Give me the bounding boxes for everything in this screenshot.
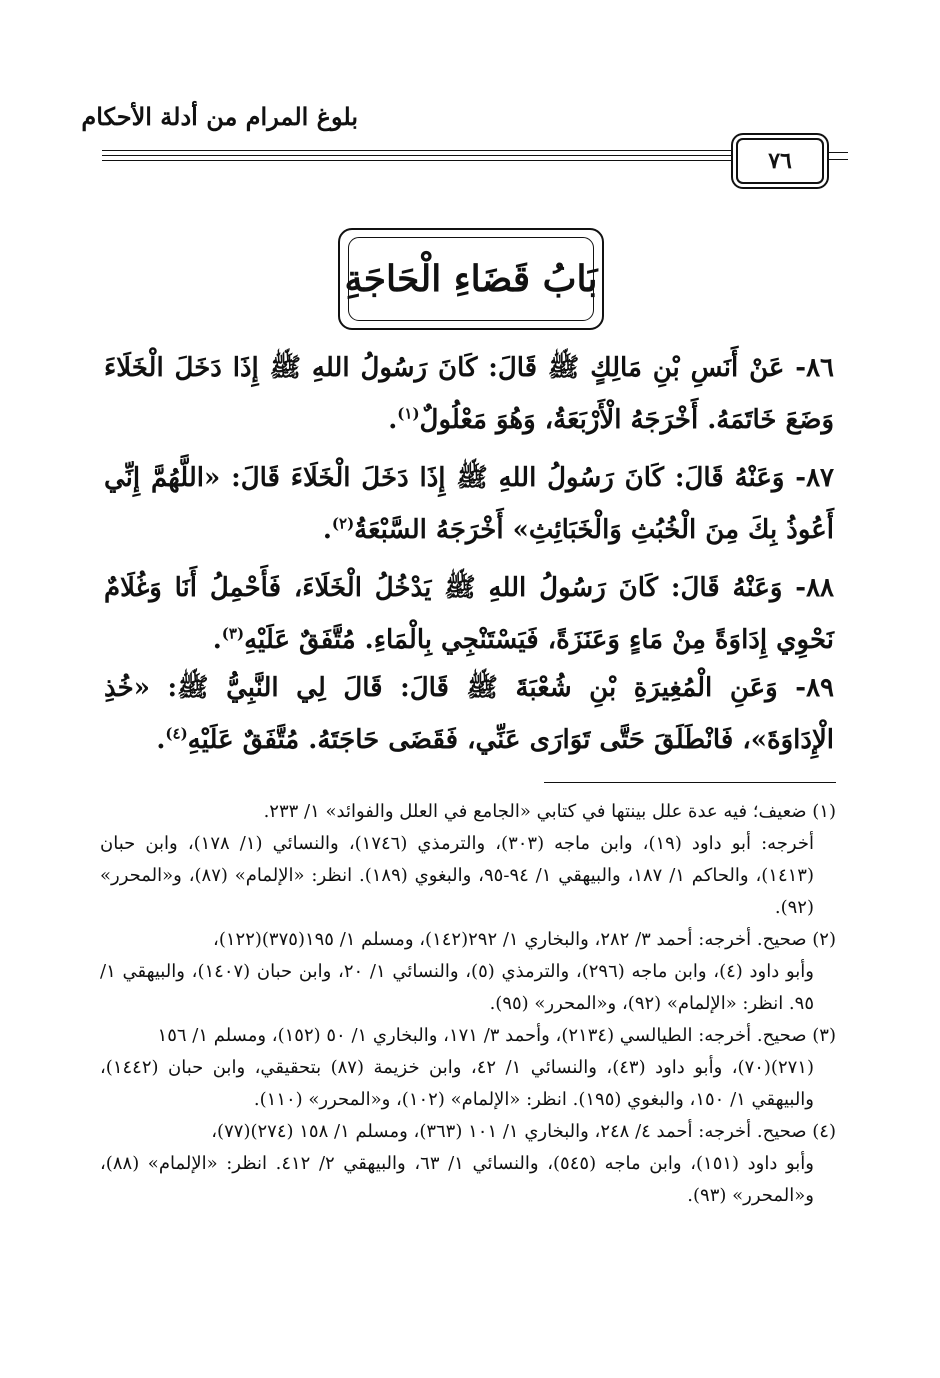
footnote-3: (٣) صحيح. أخرجه: الطيالسي (٢١٣٤)، وأحمد ٣/ ١٧١، والبخاري ١/ ٥٠ (١٥٢)، ومسلم ١/ ١٥٦ (٢٧١)(٧٠)، وأبو داود (٤٣)، والنسائي ١/ ٤٢، وابن خزيمة (٨٧) بتحقيقي، وابن حبان (١٤٤٢)، والبيهقي ١/ ١٥٠، والبغوي (١٩٥). انظر: «الإلمام» (١٠٢)، و«المحرر» (١١٠). — [100, 1025, 836, 1110]
footnote-1: (١) ضعيف؛ فيه عدة علل بينتها في كتابي «الجامع في العلل والفوائد» ١/ ٢٣٣. أخرجه: أبو داود (١٩)، وابن ماجه (٣٠٣)، والترمذي (١٧٤٦)، والنسائي (١/ ١٧٨)، وابن حبان (١٤١٣)، والحاكم ١/ ١٨٧، والبيهقي ١/ ٩٤-٩٥، والبغوي (١٨٩). انظر: «الإلمام» (٨٧)، و«المحرر» (٩٢). — [100, 801, 836, 918]
footnote-ref-2: (٢) — [331, 514, 355, 533]
footnote-4: (٤) صحيح. أخرجه: أحمد ٤/ ٢٤٨، والبخاري ١/ ١٠١ (٣٦٣)، ومسلم ١/ ١٥٨ (٢٧٤)(٧٧)، وأبو داود (١٥١)، وابن ماجه (٥٤٥)، والنسائي ١/ ٦٣، والبيهقي ٢/ ٤١٢. انظر: «الإلمام» (٨٨)، و«المحرر» (٩٣). — [100, 1121, 836, 1206]
hadith-88: ٨٨- وَعَنْهُ قَالَ: كَانَ رَسُولُ اللهِ ﷺ يَدْخُلُ الْخَلَاءَ، فَأَحْمِلُ أَنَا وَغُلَامٌ نَحْوِي إِدَاوَةً مِنْ مَاءٍ وَعَنَزَةً، فَيَسْتَنْجِي بِالْمَاءِ. مُتَّفَقٌ عَلَيْهِ$^{(٣)}$. — [104, 573, 834, 655]
footnote-ref-4: (٤) — [165, 724, 188, 743]
footnote-ref-1: (١) — [397, 404, 420, 423]
footnote-ref-3: (٣) — [221, 624, 245, 643]
footnote-separator — [544, 782, 836, 783]
chapter-title: بَابُ قَضَاءِ الْحَاجَةِ — [344, 258, 598, 300]
footnote-2: (٢) صحيح. أخرجه: أحمد ٣/ ٢٨٢، والبخاري ١/ ٢٩٢(١٤٢)، ومسلم ١/ ١٩٥(٣٧٥)(١٢٢)، وأبو داود (٤)، وابن ماجه (٢٩٦)، والترمذي (٥)، والنسائي ١/ ٢٠، وابن حبان (١٤٠٧)، والبيهقي ١/ ٩٥. انظر: «الإلمام» (٩٢)، و«المحرر» (٩٥). — [100, 929, 836, 1014]
page-number: ٧٦ — [736, 138, 824, 184]
footnotes — [100, 796, 836, 1212]
running-title: بلوغ المرام من أدلة الأحكام — [81, 102, 358, 131]
hadith-89: ٨٩- وَعَنِ الْمُغِيرَةِ بْنِ شُعْبَةَ ﷺ قَالَ: قَالَ لِي النَّبِيُّ ﷺ: «خُذِ الْإِدَاوَةَ»، فَانْطَلَقَ حَتَّى تَوَارَى عَنِّي، فَقَضَى حَاجَتَهُ. مُتَّفَقٌ عَلَيْهِ$^{(٤)}$. — [104, 673, 834, 755]
hadith-87: ٨٧- وَعَنْهُ قَالَ: كَانَ رَسُولُ اللهِ ﷺ إِذَا دَخَلَ الْخَلَاءَ قَالَ: «اللَّهُمَّ إِنِّي أَعُوذُ بِكَ مِنَ الْخُبُثِ وَالْخَبَائِثِ» أَخْرَجَهُ السَّبْعَةُ$^{(٢)}$. — [104, 463, 834, 545]
chapter-title-frame — [338, 228, 604, 330]
hadith-86: ٨٦- عَنْ أَنَسِ بْنِ مَالِكٍ ﷺ قَالَ: كَانَ رَسُولُ اللهِ ﷺ إِذَا دَخَلَ الْخَلَاءَ وَضَعَ خَاتَمَهُ. أَخْرَجَهُ الْأَرْبَعَةُ، وَهُوَ مَعْلُولٌ$^{(١)}$. — [104, 353, 834, 435]
